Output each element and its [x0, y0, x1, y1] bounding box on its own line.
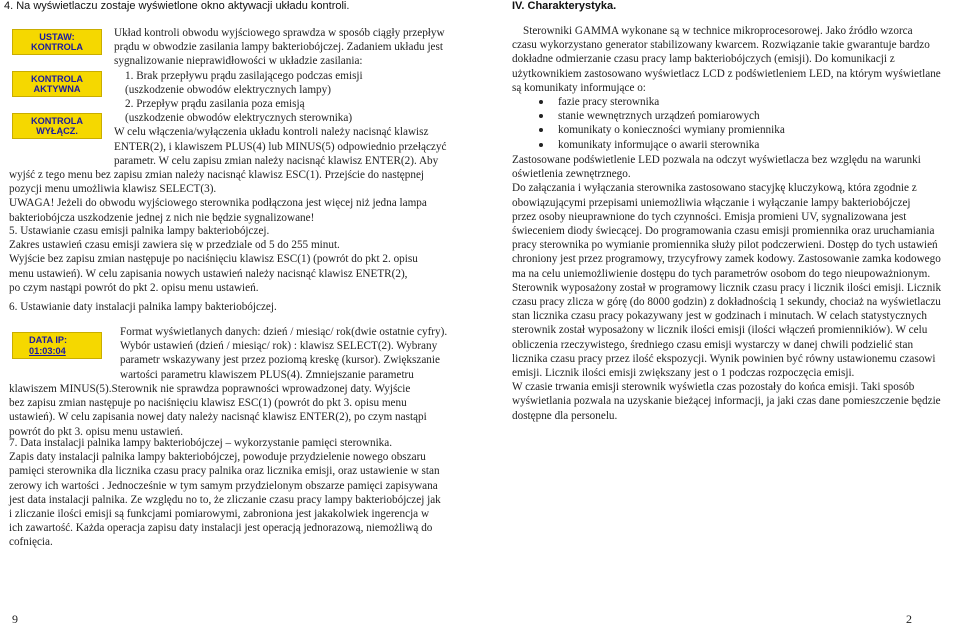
- text-line: klawiszem MINUS(5).Sterownik nie sprawdza poprawności wprowadzonej daty. Wyjście: [9, 383, 411, 395]
- text-line: dostępne dla personelu.: [512, 409, 618, 422]
- text-line: (uszkodzenie obwodów elektrycznych lampy): [125, 83, 331, 96]
- date-format-continued: [9, 382, 464, 439]
- text-line: Zapis daty instalacji palnika lampy bakteriobójczej, powoduje przydzielenie nowego obszaru: [9, 451, 426, 464]
- lcd-line: 01:03:04: [29, 345, 66, 356]
- text-line: Układ kontroli obwodu wyjściowego sprawdza w sposób ciągły przepływ: [114, 27, 445, 39]
- lcd-set-control: [12, 29, 102, 55]
- text-line: Sterowniki GAMMA wykonane są w technice mikroprocesorowej. Jako źródło wzorca: [523, 25, 913, 37]
- text-line: wyświetlania pozwala na uzyskanie bieżącej informacji, ja jaki czas dane pomieszczenie będzie: [512, 395, 941, 408]
- date-format-text: [120, 325, 460, 382]
- text-line: Wyjście bez zapisu zmian następuje po naciśnięciu klawisz ESC(1) (powrót do pkt 2. opisu: [9, 253, 418, 266]
- text-line: przez osoby nieuprawnione do tych czynności. Emisja promieni UV, sygnalizowana jest: [512, 210, 907, 223]
- lcd-line: WYŁĄCZ.: [36, 126, 78, 136]
- message-list: [527, 95, 947, 152]
- text-line: stan licznika czasu pracy pokazywany jest w godzinach i minutach. W celach statystycznych: [512, 310, 927, 323]
- text-line: parametr wskazywany jest przez poziomą kreskę (kursor). Zwiększanie: [120, 354, 440, 367]
- text-line: obliczenia rzeczywistego, średniego czasu emisji wystarczy w danej chwili podzielić stan: [512, 338, 914, 351]
- lcd-line: AKTYWNA: [33, 84, 81, 94]
- list-item: fazie pracy sterownika: [527, 95, 947, 109]
- text-line: są komunikaty informujące o:: [512, 81, 646, 94]
- text-line: emisji. Licznik ilości emisji zwiększany jest o 1 podczas rozpoczęcia emisji.: [512, 367, 855, 380]
- text-line: Zakres ustawień czasu emisji zawiera się w przedziale od 5 do 255 minut.: [9, 239, 340, 252]
- characteristics-intro: [512, 24, 958, 95]
- lcd-control-active: [12, 71, 102, 97]
- text-line: użytkownikiem zastosowano wyświetlacz LCD z podświetleniem LED, na którym wyświetlane: [512, 67, 941, 80]
- text-line: pracy sterownika po wymianie promiennika służy pilot podczerwieni. Dostęp do tych ustawień: [512, 239, 938, 252]
- text-line: powrót do pkt 3. opisu menu ustawień.: [9, 425, 184, 438]
- lcd-line: KONTROLA: [30, 115, 84, 126]
- text-line: ENTER(2), i klawiszem PLUS(4) lub MINUS(5) odpowiednio przełączyć: [114, 140, 447, 153]
- text-line: ich zawartość. Każda operacja zapisu daty instalacji jest operacją jednorazową, niemożliwą do: [9, 522, 433, 535]
- text-line: (uszkodzenie obwodów elektrycznych sterownika): [125, 112, 353, 125]
- text-line: W czasie trwania emisji sterownik wyświetla czas pozostały do końca emisji. Taki sposób: [512, 381, 915, 394]
- lcd-line: DATA IP:: [29, 335, 68, 345]
- section-5-heading: 5. Ustawianie czasu emisji palnika lampy bakteriobójczej.: [9, 225, 270, 237]
- text-line: wartości parametru klawiszem PLUS(4). Zmniejszanie parametru: [120, 368, 414, 381]
- text-line: i zliczanie ilości emisji są funkcjami pomiarowymi, zabroniona jest jakakolwiek ingerencja w: [9, 508, 430, 521]
- text-line: zerowy ich wartości . Jednocześnie w tym samym przydzielonym obszarze pamięci zapisywana: [9, 479, 438, 492]
- text-line: 2. Przepływ prądu zasilania poza emisją: [125, 98, 305, 111]
- section-5: [9, 224, 464, 295]
- text-line: Wybór ustawień (dzień / miesiąc/ rok) : klawisz SELECT(2). Wybrany: [120, 340, 438, 353]
- control-circuit-continued: [9, 168, 464, 225]
- text-line: ma na celu uniemożliwienie dostępu do tych parametrów osobom do tego nieupoważnionym.: [512, 267, 931, 280]
- text-line: oświetlenia zewnętrznego.: [512, 168, 631, 181]
- text-line: 1. Brak przepływu prądu zasilającego podczas emisji: [125, 69, 363, 82]
- control-circuit-text: [114, 26, 460, 168]
- text-line: cofnięcia.: [9, 536, 53, 549]
- text-line: wyjść z tego menu bez zapisu zmian należy nacisnąć klawisz ESC(1). Przejście do następnej: [9, 169, 425, 181]
- text-line: czasu wykorzystano generator stabilizowany kwarcem. Rozwiązanie takie gwarantuje bardzo: [512, 39, 930, 52]
- section-7: [9, 436, 464, 550]
- characteristics-body: [512, 153, 958, 423]
- lcd-line: USTAW:: [39, 31, 75, 42]
- text-line: prądu w obwodzie zasilania lampy bakteriobójczej. Zadaniem układu jest: [114, 41, 443, 54]
- text-line: po czym nastąpi powrót do pkt 2. opisu menu ustawień.: [9, 281, 259, 294]
- text-line: menu ustawień). W celu zapisania nowych ustawień należy nacisnąć klawisz ENETR(2),: [9, 267, 408, 280]
- text-line: Zastosowane podświetlenie LED pozwala na odczyt wyświetlacza bez względu na warunki: [512, 154, 921, 166]
- page-number-right: 2: [906, 612, 912, 626]
- lcd-control-off: [12, 113, 102, 139]
- text-line: parametr. W celu zapisu zmian należy nacisnąć klawisz ENTER(2). Aby: [114, 154, 439, 167]
- text-line: sterownik został wyposażony w licznik ilości emisji (ilości włączeń promiennikiów). W celu: [512, 324, 928, 337]
- section-4-heading: 4. Na wyświetlaczu zostaje wyświetlone okno aktywacji układu kontroli.: [4, 0, 350, 12]
- section-6-heading: 6. Ustawianie daty instalacji palnika lampy bakteriobójczej.: [9, 301, 277, 313]
- text-line: bakteriobójcza uszkodzenie jednej z nich nie będzie sygnalizowane!: [9, 211, 315, 224]
- text-line: pozycji menu umożliwia klawisz SELECT(3).: [9, 183, 217, 196]
- text-line: jest data instalacji palnika. Ze względu no to, że zliczanie czasu pracy lampy bakteriobójczej jak: [9, 493, 441, 506]
- text-line: licznika czasu pracy przez ilość ekspozycji. Wynik powinien być równy ustawionemu czasowi: [512, 352, 936, 365]
- text-line: świeceniem diody świecącej. Do programowania czasu emisji promiennika oraz uruchamiania: [512, 225, 935, 238]
- text-line: chroniony jest przez programowy, trzycyfrowy zamek kodowy. Zastosowanie zamka kodowego: [512, 253, 941, 266]
- text-line: sygnalizowanie nieprawidłowości w układzie zasilania:: [114, 55, 363, 68]
- text-line: dokładne odmierzanie czasu pracy lamp bakteriobójczych (emisji). Do komunikacji z: [512, 53, 895, 66]
- lcd-line: KONTROLA: [30, 42, 84, 52]
- text-line: bez zapisu zmian następuje po naciśnięciu klawisz ESC(1) (powrót do pkt 3. opisu menu: [9, 397, 407, 410]
- list-item: komunikaty o konieczności wymiany promiennika: [527, 123, 947, 137]
- text-line: Sterownik wyposażony został w programowy licznik czasu pracy i licznik ilości emisji. Licznik: [512, 281, 942, 294]
- text-line: W celu włączenia/wyłączenia układu kontroli należy nacisnąć klawisz: [114, 126, 429, 139]
- text-line: obowiązującymi przepisami uniemożliwia włączanie i wyłączanie lampy bakteriobójczej: [512, 196, 911, 209]
- text-line: Do załączania i wyłączania sterownika zastosowano stacyjkę kluczykową, która zgodnie z: [512, 182, 917, 195]
- text-line: UWAGA! Jeżeli do obwodu wyjściowego sterownika podłączona jest więcej niż jedna lampa: [9, 197, 427, 210]
- list-item: komunikaty informujące o awarii sterownika: [527, 138, 947, 152]
- text-line: ustawień). W celu zapisania nowej daty należy nacisnąć klawisz ENTER(2), po czym nastąpi: [9, 411, 427, 424]
- lcd-date: [12, 332, 102, 359]
- page-number-left: 9: [12, 612, 18, 626]
- section-iv-heading: IV. Charakterystyka.: [512, 0, 617, 12]
- list-item: stanie wewnętrznych urządzeń pomiarowych: [527, 109, 947, 123]
- section-7-heading: 7. Data instalacji palnika lampy bakteriobójczej – wykorzystanie pamięci sterownika.: [9, 437, 393, 449]
- text-line: czasu pracy zlicza w górę (do 8000 godzin) z dokładnością 1 sekundy, chociaż na wyświetlaczu: [512, 296, 941, 309]
- lcd-line: KONTROLA: [30, 73, 84, 84]
- text-line: Format wyświetlanych danych: dzień / miesiąc/ rok(dwie ostatnie cyfry).: [120, 326, 448, 338]
- text-line: pamięci sterownika dla licznika czasu pracy palnika oraz licznika emisji, oraz ustawienie w stan: [9, 465, 440, 478]
